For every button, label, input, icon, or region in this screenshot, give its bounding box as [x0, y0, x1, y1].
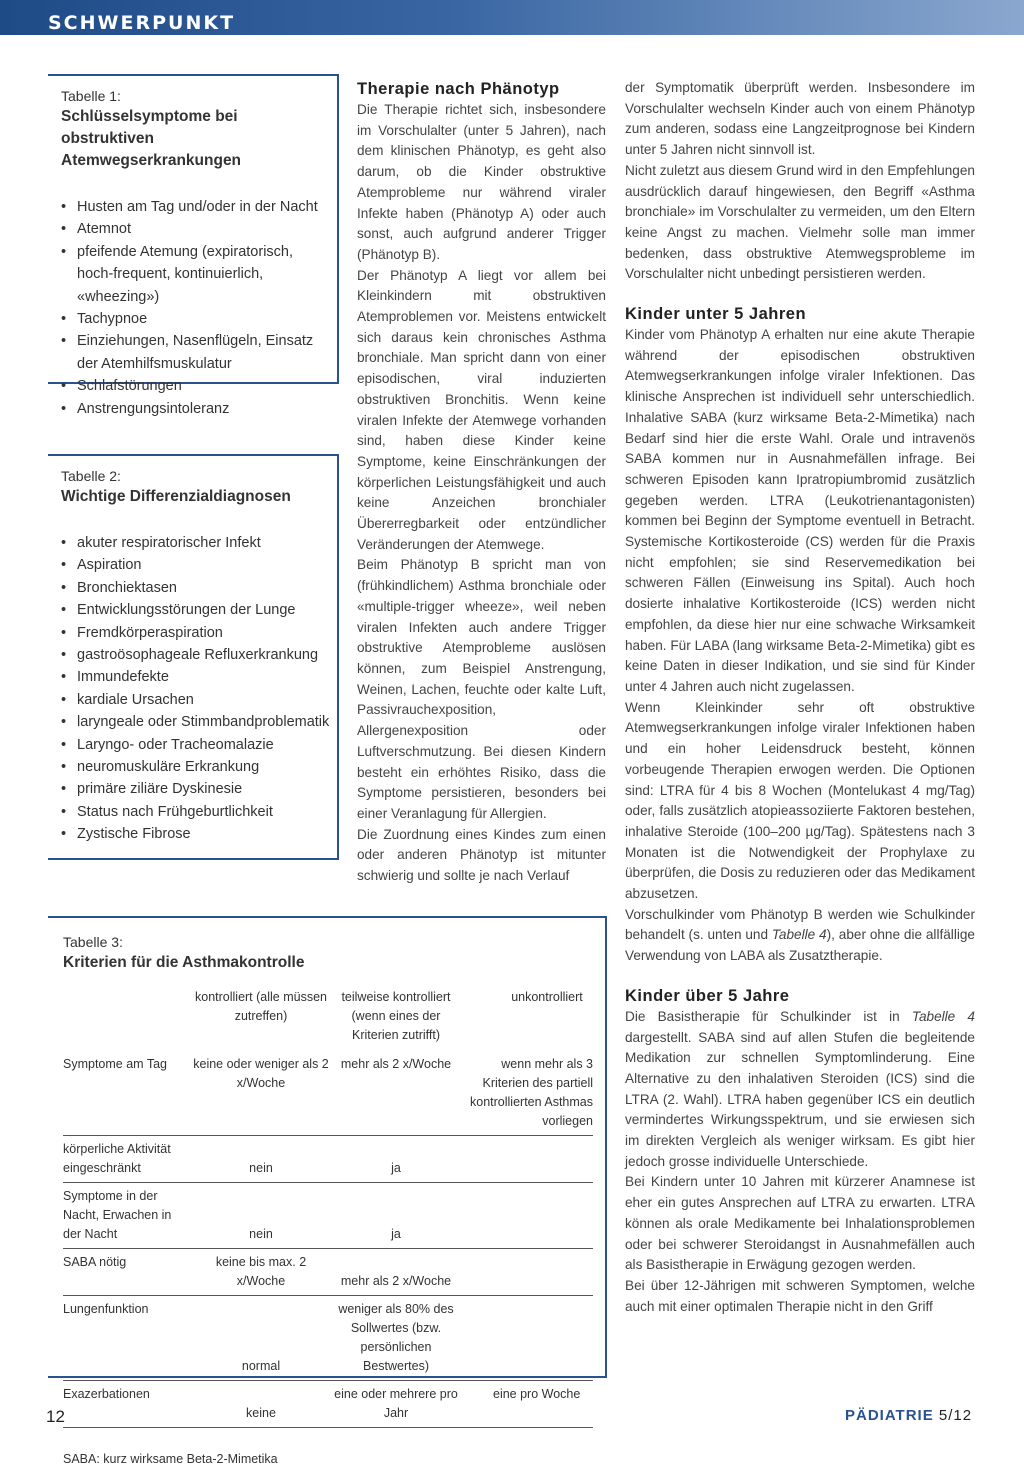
table3-caption: Tabelle 3: [63, 934, 123, 950]
list-item: • Husten am Tag und/oder in der Nacht [61, 196, 331, 218]
list-item: • Aspiration [61, 554, 331, 576]
right-paragraph: Kinder vom Phänotyp A erhalten nur eine akute Therapie während der episodischen obstruktiven Atemwegserkrankungen infolge viraler Infektionen. Das klinische Ansprechen ist individuell sehr unterschiedlich. Inhalative SABA (kurz wirksame Beta-2-Mimetika) nach Bedarf sind hier die erste Wahl. Orale und intravenös SABA kommen nur in Ausnahmefällen infrage. Bei schweren Episoden kann Ipratropiumbromid zusätzlich gegeben werden. LTRA (Leukotrienantagonisten) kommen bei Beginn der Symptome eventuell in Betracht. Systemische Kortikosteroide (CS) werden für die Praxis nicht empfohlen; sie sind Reservemedikation bei schweren Fällen (Einweisung ins Spital). Auch hoch dosierte inhalative Kortikosteroide (ICS) werden nicht empfohlen, da diese hier nur eine schwache Wirksamkeit haben. Für LABA (lang wirksame Beta-2-Mimetika) gibt es keine Daten in dieser Indikation, und sie sind für Kinder unter 4 Jahren auch nicht zugelassen. [625, 327, 975, 694]
column-header: kontrolliert (alle müssen zutreffen) [195, 990, 327, 1023]
table-cell: wenn mehr als 3 Kriterien des partiell kontrollierten Asthmas vorliegen [461, 1051, 593, 1136]
table-cell: mehr als 2 x/Woche [331, 1051, 461, 1136]
table3-grid [63, 988, 593, 1428]
table-cell: ja [331, 1183, 461, 1249]
right-paragraph: Bei über 12-Jährigen mit schweren Symptomen, welche auch mit einer optimalen Therapie nicht in den Griff [625, 1277, 975, 1314]
table-cell [461, 1249, 593, 1296]
table-cell: weniger als 80% des Sollwertes (bzw. persönlichen Bestwertes) [331, 1296, 461, 1381]
table3-footnote: SABA: kurz wirksame Beta-2-Mimetika [63, 1452, 278, 1466]
page-number: 12 [46, 1407, 65, 1426]
list-item: • kardiale Ursachen [61, 689, 331, 711]
mid-paragraph: Die Zuordnung eines Kindes zum einen oder anderen Phänotyp ist mitunter schwierig und sollte je nach Verlauf [357, 826, 606, 884]
journal-brand: PÄDIATRIE 5/12 [845, 1407, 973, 1424]
table-cell: mehr als 2 x/Woche [331, 1249, 461, 1296]
row-label: Lungenfunktion [63, 1296, 191, 1381]
list-item: • Laryngo- oder Tracheomalazie [61, 734, 331, 756]
list-item: • Immundefekte [61, 666, 331, 688]
table-row [63, 1183, 593, 1249]
heading-unter-5: Kinder unter 5 Jahren [625, 305, 807, 324]
row-label: körperliche Aktivität eingeschränkt [63, 1136, 191, 1183]
table-row [63, 1296, 593, 1381]
list-item: • Schlafstörungen [61, 375, 331, 397]
table2-caption: Tabelle 2: [61, 468, 121, 484]
row-label: SABA nötig [63, 1249, 191, 1296]
table3-title: Kriterien für die Asthmakontrolle [63, 954, 305, 971]
list-item: • laryngeale oder Stimmbandproblematik [61, 711, 331, 733]
middle-column [357, 78, 606, 887]
table-row [63, 1249, 593, 1296]
list-item: • neuromuskuläre Erkrankung [61, 756, 331, 778]
table-cell: normal [191, 1296, 331, 1381]
table-cell: nein [191, 1183, 331, 1249]
mid-paragraph: Beim Phänotyp B spricht man von (frühkindlichem) Asthma bronchiale oder «multiple-trigger wheeze», weil neben viralen Infekten auch andere Trigger obstruktive Atemprobleme auslösen können, zum Beispiel Anstrengung, Weinen, Lachen, feuchte oder kalte Luft, Passivrauchexposition, Allergenexposition oder Luftverschmutzung. Bei diesen Kindern besteht ein erhöhtes Risiko, dass die Symptome persistieren, besonders bei einer Veranlagung für Allergien. [357, 557, 606, 821]
list-item: • primäre ziliäre Dyskinesie [61, 778, 331, 800]
list-item: • Tachypnoe [61, 308, 331, 330]
table-cell: eine oder mehrere pro Jahr [331, 1381, 461, 1428]
row-label: Symptome am Tag [63, 1051, 191, 1136]
table1-caption: Tabelle 1: [61, 88, 121, 104]
table-row [63, 1051, 593, 1136]
list-item: • Status nach Frühgeburtlichkeit [61, 801, 331, 823]
list-item: • Atemnot [61, 218, 331, 240]
section-header [0, 0, 1024, 35]
table-cell: ja [331, 1136, 461, 1183]
table-cell: keine oder weniger als 2 x/Woche [191, 1051, 331, 1136]
row-label: Exazerbationen [63, 1381, 191, 1428]
list-item: • Entwicklungsstörungen der Lunge [61, 599, 331, 621]
right-paragraph: Wenn Kleinkinder sehr oft obstruktive Atemwegserkrankungen infolge viraler Infektionen haben und ein hoher Leidensdruck besteht, können vorbeugende Therapien erwogen werden. Die Optionen sind: LTRA für 4 bis 8 Wochen (Montelukast 4 mg/Tag) oder, falls zusätzlich atopieassoziierte Faktoren bestehen, inhalative Steroide (100–200 µg/Tag). Spätestens nach 3 Monaten ist die Notwendigkeit der Prophylaxe zu überprüfen, die Dosis zu reduzieren oder das Medikament abzusetzen. [625, 699, 975, 902]
column-header: teilweise kontrolliert (wenn eines der Kriterien zutrifft) [341, 990, 451, 1042]
table1-box [48, 74, 339, 417]
table1-title: Schlüsselsymptome bei obstruktiven Atemwegserkrankungen [61, 108, 242, 169]
table-row [63, 1381, 593, 1428]
row-label: Symptome in der Nacht, Erwachen in der Nacht [63, 1183, 191, 1249]
table-cell [461, 1136, 593, 1183]
right-paragraph: Nicht zuletzt aus diesem Grund wird in den Empfehlungen ausdrücklich darauf hingewiesen, den Begriff «Asthma bronchiale» im Vorschulalter zu vermeiden, um den Eltern keine Angst zu machen. Vielmehr solle man immer bedenken, dass obstruktive Atemwegsprobleme im Vorschulalter nicht unbedingt persistieren werden. [625, 162, 975, 282]
right-paragraph: der Symptomatik überprüft werden. Insbesondere im Vorschulalter wechseln Kinder auch von einem Phänotyp zum anderen, sodass eine Langzeitprognose bei Kindern unter 5 Jahren nicht sinnvoll ist. [625, 80, 975, 158]
list-item: • akuter respiratorischer Infekt [61, 532, 331, 554]
right-column [625, 78, 975, 1317]
table-cell [461, 1183, 593, 1249]
list-item: • gastroösophageale Refluxerkrankung [61, 644, 331, 666]
table-cell: keine [191, 1381, 331, 1428]
table-header-row [63, 988, 593, 1051]
column-header: unkontrolliert [511, 990, 583, 1004]
list-item: • Fremdkörperaspiration [61, 622, 331, 644]
right-paragraph: Bei Kindern unter 10 Jahren mit kürzerer Anamnese ist eher ein gutes Ansprechen auf LTRA zu erwarten. LTRA können als orale Medikamente bei Inhalationsproblemen oder bei schwerer Steroidangst in Ausnahmefällen auch als Basistherapie in Erwägung gezogen werden. [625, 1174, 975, 1273]
section-title: SCHWERPUNKT [48, 12, 236, 34]
list-item: • pfeifende Atemung (expiratorisch, hoch-frequent, kontinuierlich, «wheezing») [61, 241, 331, 308]
list-item: • Zystische Fibrose [61, 823, 331, 845]
heading-ueber-5: Kinder über 5 Jahre [625, 986, 790, 1005]
table2-box [48, 454, 339, 860]
table-cell: eine pro Woche [461, 1381, 593, 1428]
list-item: • Anstrengungsintoleranz [61, 398, 331, 420]
right-paragraph: Vorschulkinder vom Phänotyp B werden wie Schulkinder behandelt (s. unten und Tabelle 4), aber ohne die allfällige Verwendung von LABA als Zusatztherapie. [625, 906, 975, 964]
table2-title: Wichtige Differenzialdiagnosen [61, 488, 291, 505]
right-paragraph: Die Basistherapie für Schulkinder ist in Tabelle 4 dargestellt. SABA sind auf allen Stufen die begleitende Medikation zur schnellen Symptomlinderung. Eine Alternative zu den inhalativen Steroiden (ICS) sind die LTRA (2. Wahl). LTRA haben gegenüber ICS ein deutlich vermindertes Wirkungsspektrum, und sie erwiesen sich im direkten Vergleich als weniger wirksam. Es gibt hier jedoch grosse individuelle Unterschiede. [625, 1008, 975, 1169]
mid-paragraph: Die Therapie richtet sich, insbesondere im Vorschulalter (unter 5 Jahren), nach dem klinischen Phänotyp, es geht also darum, ob die Kinder obstruktive Atemprobleme nur während viraler Infekte haben (Phänotyp A) oder auch sonst, auch aufgrund anderer Trigger (Phänotyp B). [357, 102, 606, 262]
table-cell: nein [191, 1136, 331, 1183]
list-item: • Einziehungen, Nasenflügeln, Einsatz der Atemhilfsmuskulatur [61, 330, 331, 375]
table1-list [61, 196, 331, 420]
heading-therapie: Therapie nach Phänotyp [357, 80, 560, 98]
mid-paragraph: Der Phänotyp A liegt vor allem bei Kleinkindern mit obstruktiven Atemproblemen vor. Meistens entwickelt sich daraus kein chronisches Asthma bronchiale. Man spricht dann von einer episodischen, viral induzierten obstruktiven Bronchitis. Wenn keine viralen Infekte der Atemwege vorhanden sind, haben diese Kinder keine Symptome, keine Einschränkungen der körperlichen Leistungsfähigkeit und auch keine Anzeichen bronchialer Übererregbarkeit oder entzündlicher Veränderungen der Atemwege. [357, 267, 606, 552]
table-cell [461, 1296, 593, 1381]
table-row [63, 1136, 593, 1183]
table2-list [61, 532, 331, 846]
list-item: • Bronchiektasen [61, 577, 331, 599]
table-cell: keine bis max. 2 x/Woche [191, 1249, 331, 1296]
